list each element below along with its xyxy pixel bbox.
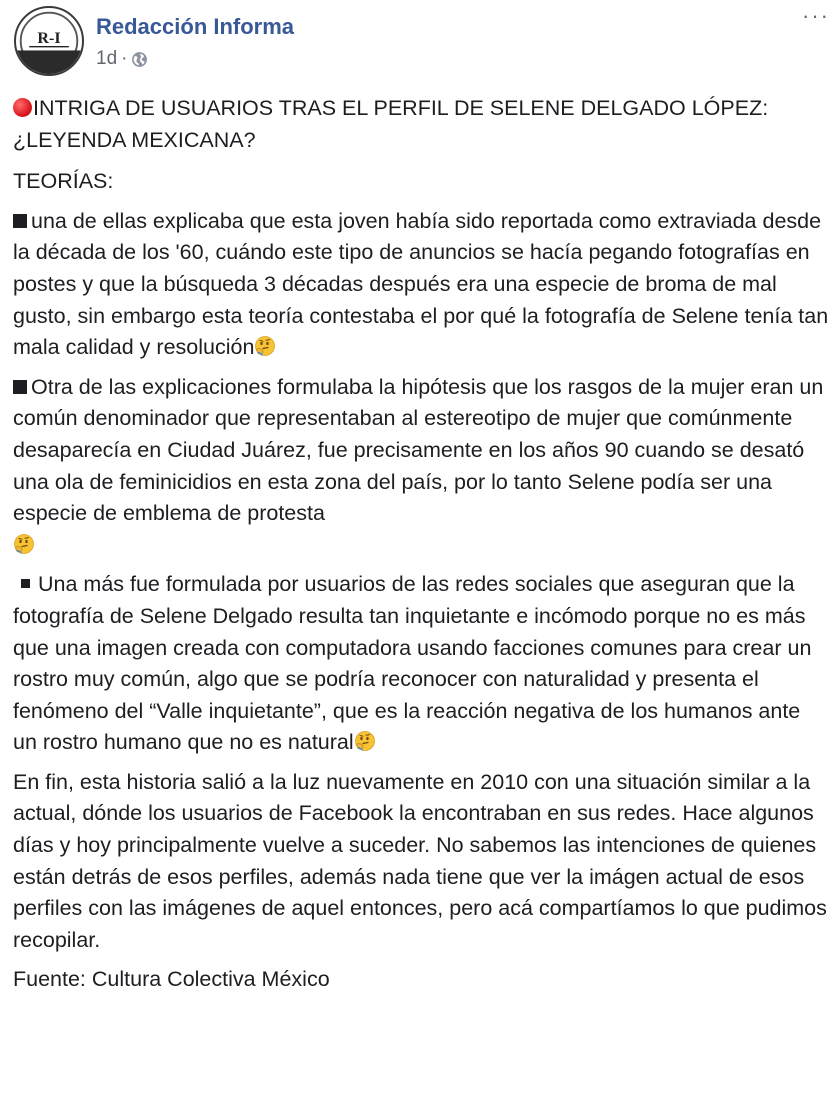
paragraph-theory-2-text: Otra de las explicaciones formulaba la hipótesis que los rasgos de la mujer eran un común denominador que representaban al estereotipo de mujer que comúnmente desaparecía en Ciudad Juárez, fue precisamente en los años 90 cuando se desató una ola de feminicidios en esta zona del país, por lo tanto Selene podía ser una especie de emblema de protesta [13, 374, 824, 526]
black-square-icon [21, 579, 30, 588]
paragraph-theory-1-text: una de ellas explicaba que esta joven había sido reportada como extraviada desde la década de los '60, cuándo este tipo de anuncios se hacía pegando fotografías en postes y que la búsqueda 3 décadas después era una especie de broma de mal gusto, sin embargo esta teoría contestaba el por qué la fotografía de Selene tenía tan mala calidad y resolución [13, 208, 829, 360]
post-source: Fuente: Cultura Colectiva México [13, 967, 330, 992]
thinking-face-icon [13, 533, 35, 555]
black-square-icon [13, 214, 27, 228]
globe-icon[interactable] [131, 51, 148, 68]
post-title [13, 93, 829, 156]
avatar-text: R-I [37, 29, 61, 47]
post-time[interactable]: 1d [96, 48, 118, 69]
paragraph-conclusion: En fin, esta historia salió a la luz nuevamente en 2010 con una situación similar a la actual, dónde los usuarios de Facebook la encontraban en sus redes. Hace algunos días y hoy principalmente vuelve a suceder. No sabemos las intenciones de quienes están detrás de esos perfiles, además nada tiene que ver la imágen actual de esos perfiles con las imágenes de aquel entonces, pero acá compartíamos lo que pudimos recopilar. [13, 769, 827, 952]
post-title-line1: INTRIGA DE USUARIOS TRAS EL PERFIL DE SELENE DELGADO LÓPEZ: [33, 96, 769, 120]
more-options-icon[interactable]: ··· [802, 3, 830, 28]
page-avatar[interactable] [14, 6, 84, 76]
post-title-line2: ¿LEYENDA MEXICANA? [13, 127, 256, 152]
thinking-face-icon [354, 730, 376, 752]
post-author[interactable]: Redacción Informa [96, 14, 295, 39]
post-content [13, 93, 829, 1004]
meta-separator: · [121, 48, 128, 69]
theories-heading: TEORÍAS: [13, 169, 114, 194]
black-square-icon [13, 380, 27, 394]
red-circle-icon [13, 98, 32, 117]
post-meta [96, 47, 148, 71]
post-header [0, 0, 836, 86]
paragraph-theory-3-text: Una más fue formulada por usuarios de las redes sociales que aseguran que la fotografía de Selene Delgado resulta tan inquietante e incómodo porque no es más que una imagen creada con computadora usando facciones comunes para crear un rostro muy común, algo que se podría reconocer con naturalidad y presenta el fenómeno del “Valle inquietante”, que es la reacción negativa de los humanos ante un rostro humano que no es natural [13, 572, 812, 755]
paragraph-theory-3 [13, 569, 829, 759]
paragraph-theory-1 [13, 206, 829, 364]
avatar-logo-icon [16, 8, 82, 74]
thinking-face-icon [254, 335, 276, 357]
paragraph-theory-2 [13, 372, 829, 562]
